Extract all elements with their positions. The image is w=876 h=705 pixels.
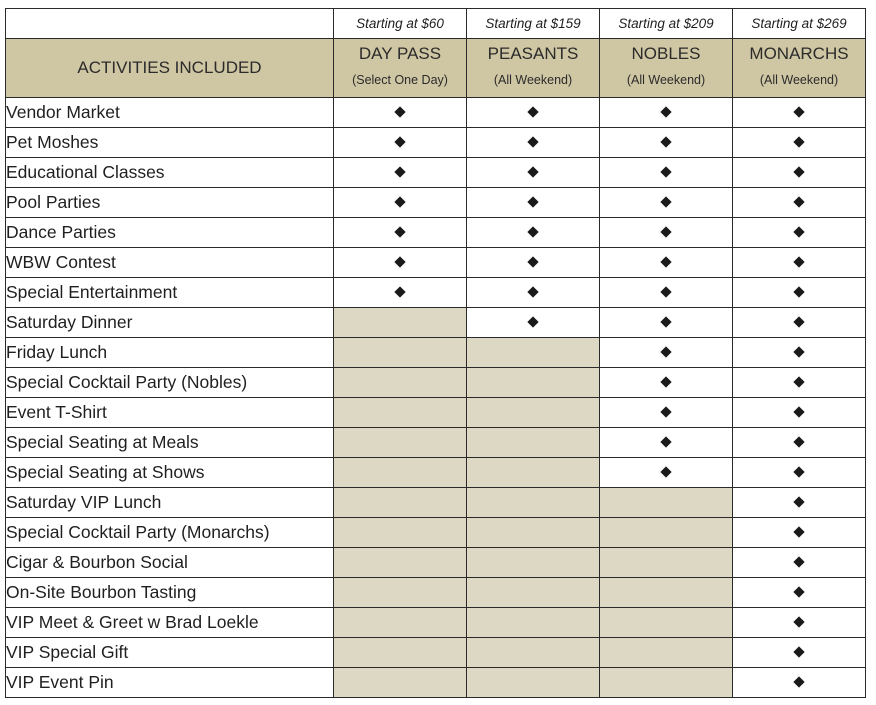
activity-name: VIP Meet & Greet w Brad Loekle	[6, 608, 334, 638]
not-included-cell	[600, 488, 733, 518]
included-cell	[733, 98, 866, 128]
included-cell	[600, 428, 733, 458]
diamond-icon	[793, 287, 804, 298]
included-cell	[733, 638, 866, 668]
tier-subtitle: (All Weekend)	[626, 73, 706, 87]
tier-subtitle: (All Weekend)	[759, 73, 839, 87]
diamond-icon	[660, 467, 671, 478]
not-included-cell	[467, 398, 600, 428]
tier-name: MONARCHS	[749, 44, 849, 63]
table-row	[6, 398, 866, 428]
not-included-cell	[600, 518, 733, 548]
not-included-cell	[334, 338, 467, 368]
table-row	[6, 128, 866, 158]
included-cell	[600, 368, 733, 398]
diamond-icon	[793, 497, 804, 508]
activity-name: Saturday VIP Lunch	[6, 488, 334, 518]
diamond-icon	[527, 257, 538, 268]
included-cell	[733, 188, 866, 218]
included-cell	[733, 308, 866, 338]
diamond-icon	[527, 287, 538, 298]
table-row	[6, 218, 866, 248]
activity-name: Special Cocktail Party (Monarchs)	[6, 518, 334, 548]
not-included-cell	[467, 518, 600, 548]
activity-name: On-Site Bourbon Tasting	[6, 578, 334, 608]
tier-name: PEASANTS	[487, 44, 579, 63]
included-cell	[733, 128, 866, 158]
included-cell	[334, 188, 467, 218]
price-peasants: Starting at $159	[467, 9, 600, 39]
diamond-icon	[660, 227, 671, 238]
included-cell	[733, 548, 866, 578]
empty-corner-cell	[6, 9, 334, 39]
table-row	[6, 308, 866, 338]
included-cell	[733, 158, 866, 188]
included-cell	[600, 218, 733, 248]
tier-header-day-pass	[334, 39, 467, 98]
diamond-icon	[527, 197, 538, 208]
activity-name: Educational Classes	[6, 158, 334, 188]
diamond-icon	[394, 257, 405, 268]
included-cell	[467, 188, 600, 218]
included-cell	[334, 218, 467, 248]
tier-header-peasants	[467, 39, 600, 98]
not-included-cell	[467, 488, 600, 518]
included-cell	[467, 218, 600, 248]
diamond-icon	[527, 167, 538, 178]
diamond-icon	[793, 647, 804, 658]
activities-comparison-table	[5, 8, 866, 698]
not-included-cell	[600, 608, 733, 638]
included-cell	[600, 398, 733, 428]
included-cell	[733, 398, 866, 428]
diamond-icon	[660, 197, 671, 208]
diamond-icon	[793, 347, 804, 358]
diamond-icon	[793, 107, 804, 118]
activity-name: VIP Event Pin	[6, 668, 334, 698]
diamond-icon	[793, 227, 804, 238]
diamond-icon	[394, 167, 405, 178]
diamond-icon	[793, 437, 804, 448]
included-cell	[733, 218, 866, 248]
included-cell	[467, 128, 600, 158]
not-included-cell	[334, 578, 467, 608]
activity-name: Vendor Market	[6, 98, 334, 128]
table-row	[6, 638, 866, 668]
activity-name: Saturday Dinner	[6, 308, 334, 338]
not-included-cell	[334, 368, 467, 398]
diamond-icon	[660, 407, 671, 418]
included-cell	[600, 158, 733, 188]
tier-subtitle: (Select One Day)	[352, 73, 448, 87]
activity-name: WBW Contest	[6, 248, 334, 278]
included-cell	[600, 188, 733, 218]
diamond-icon	[527, 107, 538, 118]
activity-name: Special Seating at Shows	[6, 458, 334, 488]
activity-name: Pool Parties	[6, 188, 334, 218]
diamond-icon	[394, 137, 405, 148]
diamond-icon	[793, 167, 804, 178]
not-included-cell	[467, 608, 600, 638]
not-included-cell	[600, 638, 733, 668]
not-included-cell	[334, 458, 467, 488]
activity-name: Pet Moshes	[6, 128, 334, 158]
not-included-cell	[467, 548, 600, 578]
diamond-icon	[793, 137, 804, 148]
diamond-icon	[793, 317, 804, 328]
tier-header-row	[6, 39, 866, 98]
not-included-cell	[467, 638, 600, 668]
diamond-icon	[793, 257, 804, 268]
not-included-cell	[334, 668, 467, 698]
diamond-icon	[394, 287, 405, 298]
not-included-cell	[467, 578, 600, 608]
table-row	[6, 608, 866, 638]
tier-subtitle: (All Weekend)	[493, 73, 573, 87]
price-monarchs: Starting at $269	[733, 9, 866, 39]
activity-name: Special Entertainment	[6, 278, 334, 308]
included-cell	[467, 308, 600, 338]
activity-name: VIP Special Gift	[6, 638, 334, 668]
diamond-icon	[660, 257, 671, 268]
included-cell	[467, 248, 600, 278]
included-cell	[733, 428, 866, 458]
tier-header-nobles	[600, 39, 733, 98]
not-included-cell	[334, 548, 467, 578]
included-cell	[467, 278, 600, 308]
diamond-icon	[527, 137, 538, 148]
tier-name: NOBLES	[631, 44, 701, 63]
diamond-icon	[660, 347, 671, 358]
tier-header-monarchs	[733, 39, 866, 98]
diamond-icon	[394, 227, 405, 238]
table-row	[6, 488, 866, 518]
activity-name: Friday Lunch	[6, 338, 334, 368]
not-included-cell	[467, 668, 600, 698]
table-row	[6, 158, 866, 188]
activity-name: Event T-Shirt	[6, 398, 334, 428]
diamond-icon	[793, 587, 804, 598]
included-cell	[733, 518, 866, 548]
included-cell	[733, 368, 866, 398]
included-cell	[733, 338, 866, 368]
diamond-icon	[793, 407, 804, 418]
included-cell	[467, 98, 600, 128]
not-included-cell	[467, 368, 600, 398]
table-row	[6, 668, 866, 698]
included-cell	[334, 98, 467, 128]
activity-name: Dance Parties	[6, 218, 334, 248]
not-included-cell	[467, 428, 600, 458]
table-row	[6, 278, 866, 308]
included-cell	[733, 578, 866, 608]
included-cell	[600, 458, 733, 488]
table-row	[6, 458, 866, 488]
included-cell	[467, 158, 600, 188]
not-included-cell	[334, 428, 467, 458]
included-cell	[600, 308, 733, 338]
included-cell	[600, 278, 733, 308]
table-row	[6, 248, 866, 278]
price-day-pass: Starting at $60	[334, 9, 467, 39]
not-included-cell	[600, 668, 733, 698]
price-row	[6, 9, 866, 39]
diamond-icon	[527, 317, 538, 328]
diamond-icon	[660, 167, 671, 178]
included-cell	[334, 248, 467, 278]
diamond-icon	[793, 527, 804, 538]
diamond-icon	[793, 197, 804, 208]
not-included-cell	[334, 518, 467, 548]
included-cell	[733, 668, 866, 698]
diamond-icon	[660, 437, 671, 448]
not-included-cell	[600, 578, 733, 608]
table-row	[6, 578, 866, 608]
diamond-icon	[660, 317, 671, 328]
diamond-icon	[793, 677, 804, 688]
not-included-cell	[334, 638, 467, 668]
not-included-cell	[467, 338, 600, 368]
included-cell	[733, 488, 866, 518]
included-cell	[334, 158, 467, 188]
table-row	[6, 188, 866, 218]
diamond-icon	[660, 137, 671, 148]
table-row	[6, 98, 866, 128]
not-included-cell	[334, 608, 467, 638]
included-cell	[334, 278, 467, 308]
diamond-icon	[793, 377, 804, 388]
diamond-icon	[394, 107, 405, 118]
not-included-cell	[334, 308, 467, 338]
included-cell	[733, 458, 866, 488]
included-cell	[600, 248, 733, 278]
included-cell	[733, 278, 866, 308]
diamond-icon	[793, 467, 804, 478]
activity-name: Cigar & Bourbon Social	[6, 548, 334, 578]
diamond-icon	[394, 197, 405, 208]
not-included-cell	[334, 488, 467, 518]
included-cell	[733, 248, 866, 278]
included-cell	[600, 128, 733, 158]
not-included-cell	[334, 398, 467, 428]
included-cell	[600, 98, 733, 128]
diamond-icon	[793, 557, 804, 568]
table-row	[6, 368, 866, 398]
table-row	[6, 338, 866, 368]
activity-name: Special Seating at Meals	[6, 428, 334, 458]
activities-included-heading: ACTIVITIES INCLUDED	[6, 39, 334, 98]
tier-name: DAY PASS	[358, 44, 442, 63]
included-cell	[334, 128, 467, 158]
table-row	[6, 548, 866, 578]
not-included-cell	[600, 548, 733, 578]
activity-name: Special Cocktail Party (Nobles)	[6, 368, 334, 398]
diamond-icon	[527, 227, 538, 238]
included-cell	[733, 608, 866, 638]
price-nobles: Starting at $209	[600, 9, 733, 39]
diamond-icon	[660, 377, 671, 388]
table-row	[6, 518, 866, 548]
included-cell	[600, 338, 733, 368]
table-row	[6, 428, 866, 458]
diamond-icon	[793, 617, 804, 628]
not-included-cell	[467, 458, 600, 488]
diamond-icon	[660, 107, 671, 118]
diamond-icon	[660, 287, 671, 298]
